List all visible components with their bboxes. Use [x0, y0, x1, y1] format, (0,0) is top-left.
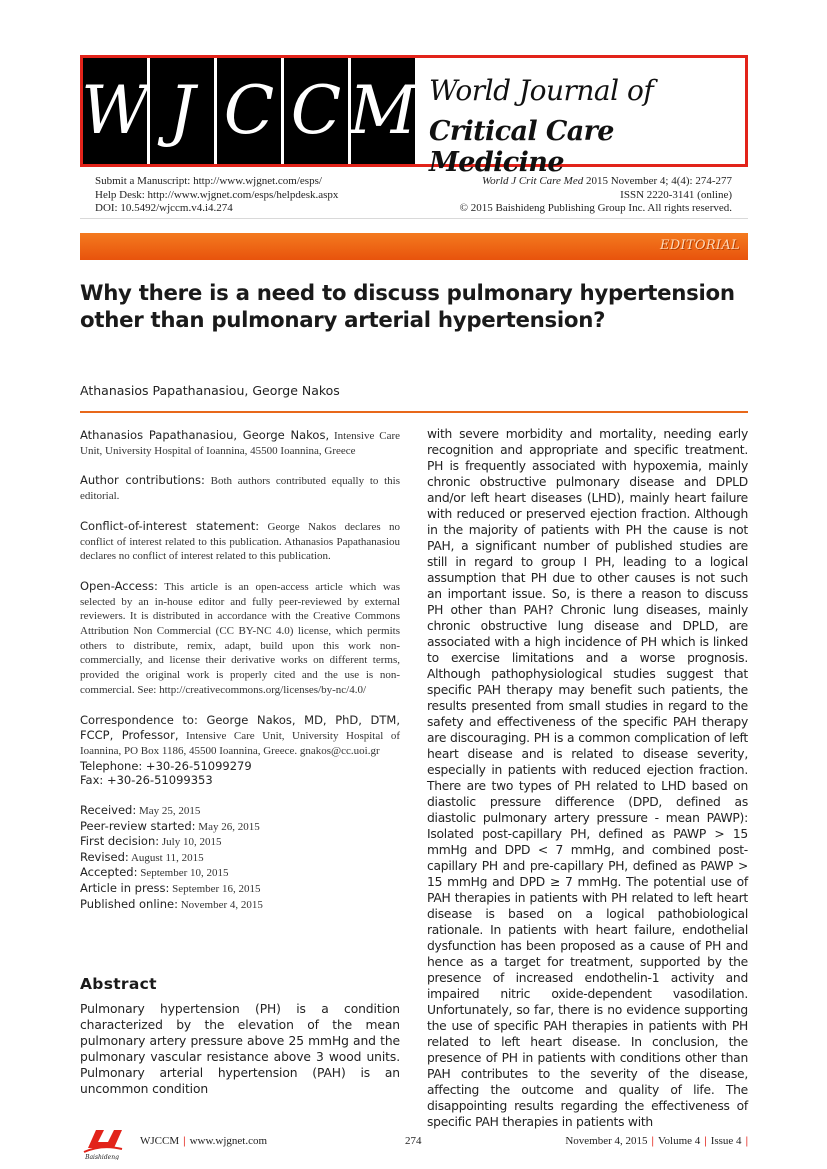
date-label: Revised:: [80, 849, 129, 864]
logo-letter: C: [217, 58, 281, 164]
date-value: August 11, 2015: [130, 851, 204, 864]
affiliation: [80, 428, 400, 458]
date-label: Accepted:: [80, 865, 138, 880]
journal-title-line1: World Journal of: [429, 74, 654, 107]
contributions-text: Both authors contributed equally to this editorial.: [80, 475, 401, 503]
open-access: [80, 579, 400, 698]
correspondence: [80, 713, 400, 789]
correspondence-label: Correspondence to: George Nakos, MD, PhD, DTM, FCCP, Professor,: [80, 712, 400, 743]
date-value: July 10, 2015: [161, 836, 222, 849]
logo-letter: M: [351, 58, 415, 164]
page-footer: [140, 1135, 752, 1151]
date-row: [80, 850, 400, 866]
article-title: Why there is a need to discuss pulmonary hypertension other than pulmonary arterial hypertension?: [80, 281, 735, 333]
logo-letter: W: [83, 58, 147, 164]
date-row: [80, 819, 400, 835]
date-row: [80, 897, 400, 913]
author-line: Athanasios Papathanasiou, George Nakos: [80, 383, 340, 398]
conflict-of-interest: [80, 519, 400, 564]
citation-line: [460, 175, 732, 189]
footer-left: [140, 1135, 267, 1147]
logo-letter: C: [284, 58, 348, 164]
footer-date: November 4, 2015: [565, 1135, 648, 1147]
article-dates: [80, 803, 400, 912]
date-value: November 4, 2015: [180, 898, 263, 911]
footer-right: [565, 1135, 752, 1147]
citation-info: [460, 175, 732, 216]
date-label: Peer-review started:: [80, 818, 196, 833]
author-contributions: [80, 473, 400, 503]
telephone: Telephone: +30-26-51099279: [80, 758, 252, 773]
date-row: [80, 834, 400, 850]
date-label: Published online:: [80, 896, 178, 911]
journal-title-line2: Critical Care Medicine: [429, 116, 614, 178]
date-label: Received:: [80, 803, 137, 818]
affiliation-names: Athanasios Papathanasiou, George Nakos,: [80, 428, 330, 442]
divider: [80, 411, 748, 413]
footer-journal: WJCCM: [140, 1135, 180, 1147]
date-row: [80, 865, 400, 881]
footer-separator: |: [704, 1135, 707, 1147]
abstract-continuation: with severe morbidity and mortality, needing early recognition and appropriate and specific treatment. PH is frequently associated with hypoxemia, mainly chronic obstructive pulmonary disease and DPLD and/or left heart diseases (LHD), mainly heart failure with reduced or preserved ejection fraction. Although in the majority of patients with PH the cause is not PAH, a significant number of published studies are still in regard to group I PH, leading to a logical assumption that PH due to other causes is not such an important issue. So, is there a reason to discuss PH other than PAH? Chronic lung diseases, mainly chronic obstructive lung disease and DPLD, are associated with a high incidence of PH which is linked to exercise limitations and a worse prognosis. Although pathophysiological studies suggest that specific PAH therapy may benefit such patients, the results presented from small studies in regard to the safety and effectiveness of the specific PAH therapy are discouraging. PH is a common complication of left heart disease and is related to disease severity, especially in patients with reduced ejection fraction. There are two types of PH related to LHD based on diastolic pressure difference (DPD, defined as diastolic pulmonary artery pressure - mean PAWP): Isolated post-capillary PH, defined as PAWP > 15 mmHg and DPD < 7 mmHg, and combined post-capillary PH and pre-capillary PH, defined as PAWP > 15 mmHg and DPD ≥ 7 mmHg. The potential use of PAH therapies in patients with PH related to left heart disease is based on a logical pathobiological rationale. In patients with heart failure, endothelial dysfunction has been proposed as a cause of PH and hence as a target for treatment, supported by the presence of increased endothelin-1 activity and impaired nitric oxide-dependent vasodilation. Unfortunately, so far, there is no evidence supporting the use of specific PAH therapies in patients with PH related to left heart disease. In conclusion, the presence of PH in patients with conditions other than PAH contributes to the severity of the disease, affecting the outcome and quality of life. The disappointing results regarding the effectiveness of specific PAH therapies in patients with: [427, 427, 748, 1129]
section-banner: [80, 233, 748, 260]
citation-details: 2015 November 4; 4(4): 274-277: [585, 175, 732, 187]
date-row: [80, 881, 400, 897]
date-label: Article in press:: [80, 881, 170, 896]
contributions-label: Author contributions:: [80, 473, 205, 488]
submit-link[interactable]: Submit a Manuscript: http://www.wjgnet.com/esps/: [95, 175, 322, 187]
date-value: September 10, 2015: [140, 867, 229, 880]
article-info-column: [80, 428, 400, 912]
baishideng-logo: [80, 1122, 124, 1160]
date-value: May 25, 2015: [138, 805, 201, 818]
footer-separator: |: [745, 1135, 748, 1147]
abstract-heading: Abstract: [80, 975, 157, 993]
divider: [80, 218, 748, 219]
section-label: EDITORIAL: [659, 238, 740, 253]
citation-journal: World J Crit Care Med: [481, 175, 584, 187]
open-access-label: Open-Access:: [80, 578, 158, 593]
coi-text: George Nakos declares no conflict of interest related to this publication. Athanasios Papathanasiou declares no conflict of interest related to this publication.: [80, 520, 401, 563]
correspondence-text: Intensive Care Unit, University Hospital of Ioannina, PO Box 1186, 45500 Ioannina, Greece. gnakos@cc.uoi.gr: [80, 730, 400, 757]
open-access-text: This article is an open-access article which was selected by an in-house editor and fully peer-reviewed by external reviewers. It is distributed in accordance with the Creative Commons Attribution Non Commercial (CC BY-NC 4.0) license, which permits others to distribute, remix, adapt, build upon this work non-commercially, and license their derivative works on different terms, provided the original work is properly cited and the use is non-commercial. See: http://creativecommons.org/licenses/by-nc/4.0/: [80, 580, 401, 696]
abstract-text: Pulmonary hypertension (PH) is a condition characterized by the elevation of the mean pulmonary artery pressure above 25 mmHg and the pulmonary vascular resistance above 3 wood units. Pulmonary arterial hypertension (PAH) is an uncommon condition: [80, 1002, 400, 1096]
journal-masthead: [80, 55, 748, 178]
fax: Fax: +30-26-51099353: [80, 773, 213, 788]
footer-separator: |: [183, 1135, 186, 1147]
page-number: 274: [405, 1135, 422, 1147]
submission-info: [95, 175, 338, 216]
date-value: May 26, 2015: [198, 820, 260, 833]
date-row: [80, 803, 400, 819]
copyright: © 2015 Baishideng Publishing Group Inc. All rights reserved.: [459, 202, 732, 215]
issn: ISSN 2220-3141 (online): [620, 188, 732, 201]
date-label: First decision:: [80, 834, 160, 849]
date-value: September 16, 2015: [172, 883, 261, 896]
footer-issue: Issue 4: [710, 1135, 742, 1147]
logo-mark-shape: [88, 1130, 122, 1148]
footer-volume: Volume 4: [657, 1135, 701, 1147]
coi-label: Conflict-of-interest statement:: [80, 518, 260, 533]
journal-acronym-logo: [83, 58, 418, 164]
footer-url[interactable]: www.wjgnet.com: [189, 1135, 268, 1147]
affiliation-text: Intensive Care Unit, University Hospital of Ioannina, 45500 Ioannina, Greece: [80, 430, 400, 457]
logo-letter: J: [150, 58, 214, 164]
footer-separator: |: [651, 1135, 654, 1147]
helpdesk-link[interactable]: Help Desk: http://www.wjgnet.com/esps/helpdesk.aspx: [95, 188, 339, 201]
doi[interactable]: DOI: 10.5492/wjccm.v4.i4.274: [95, 202, 233, 215]
logo-text: Baishideng: [85, 1154, 119, 1160]
